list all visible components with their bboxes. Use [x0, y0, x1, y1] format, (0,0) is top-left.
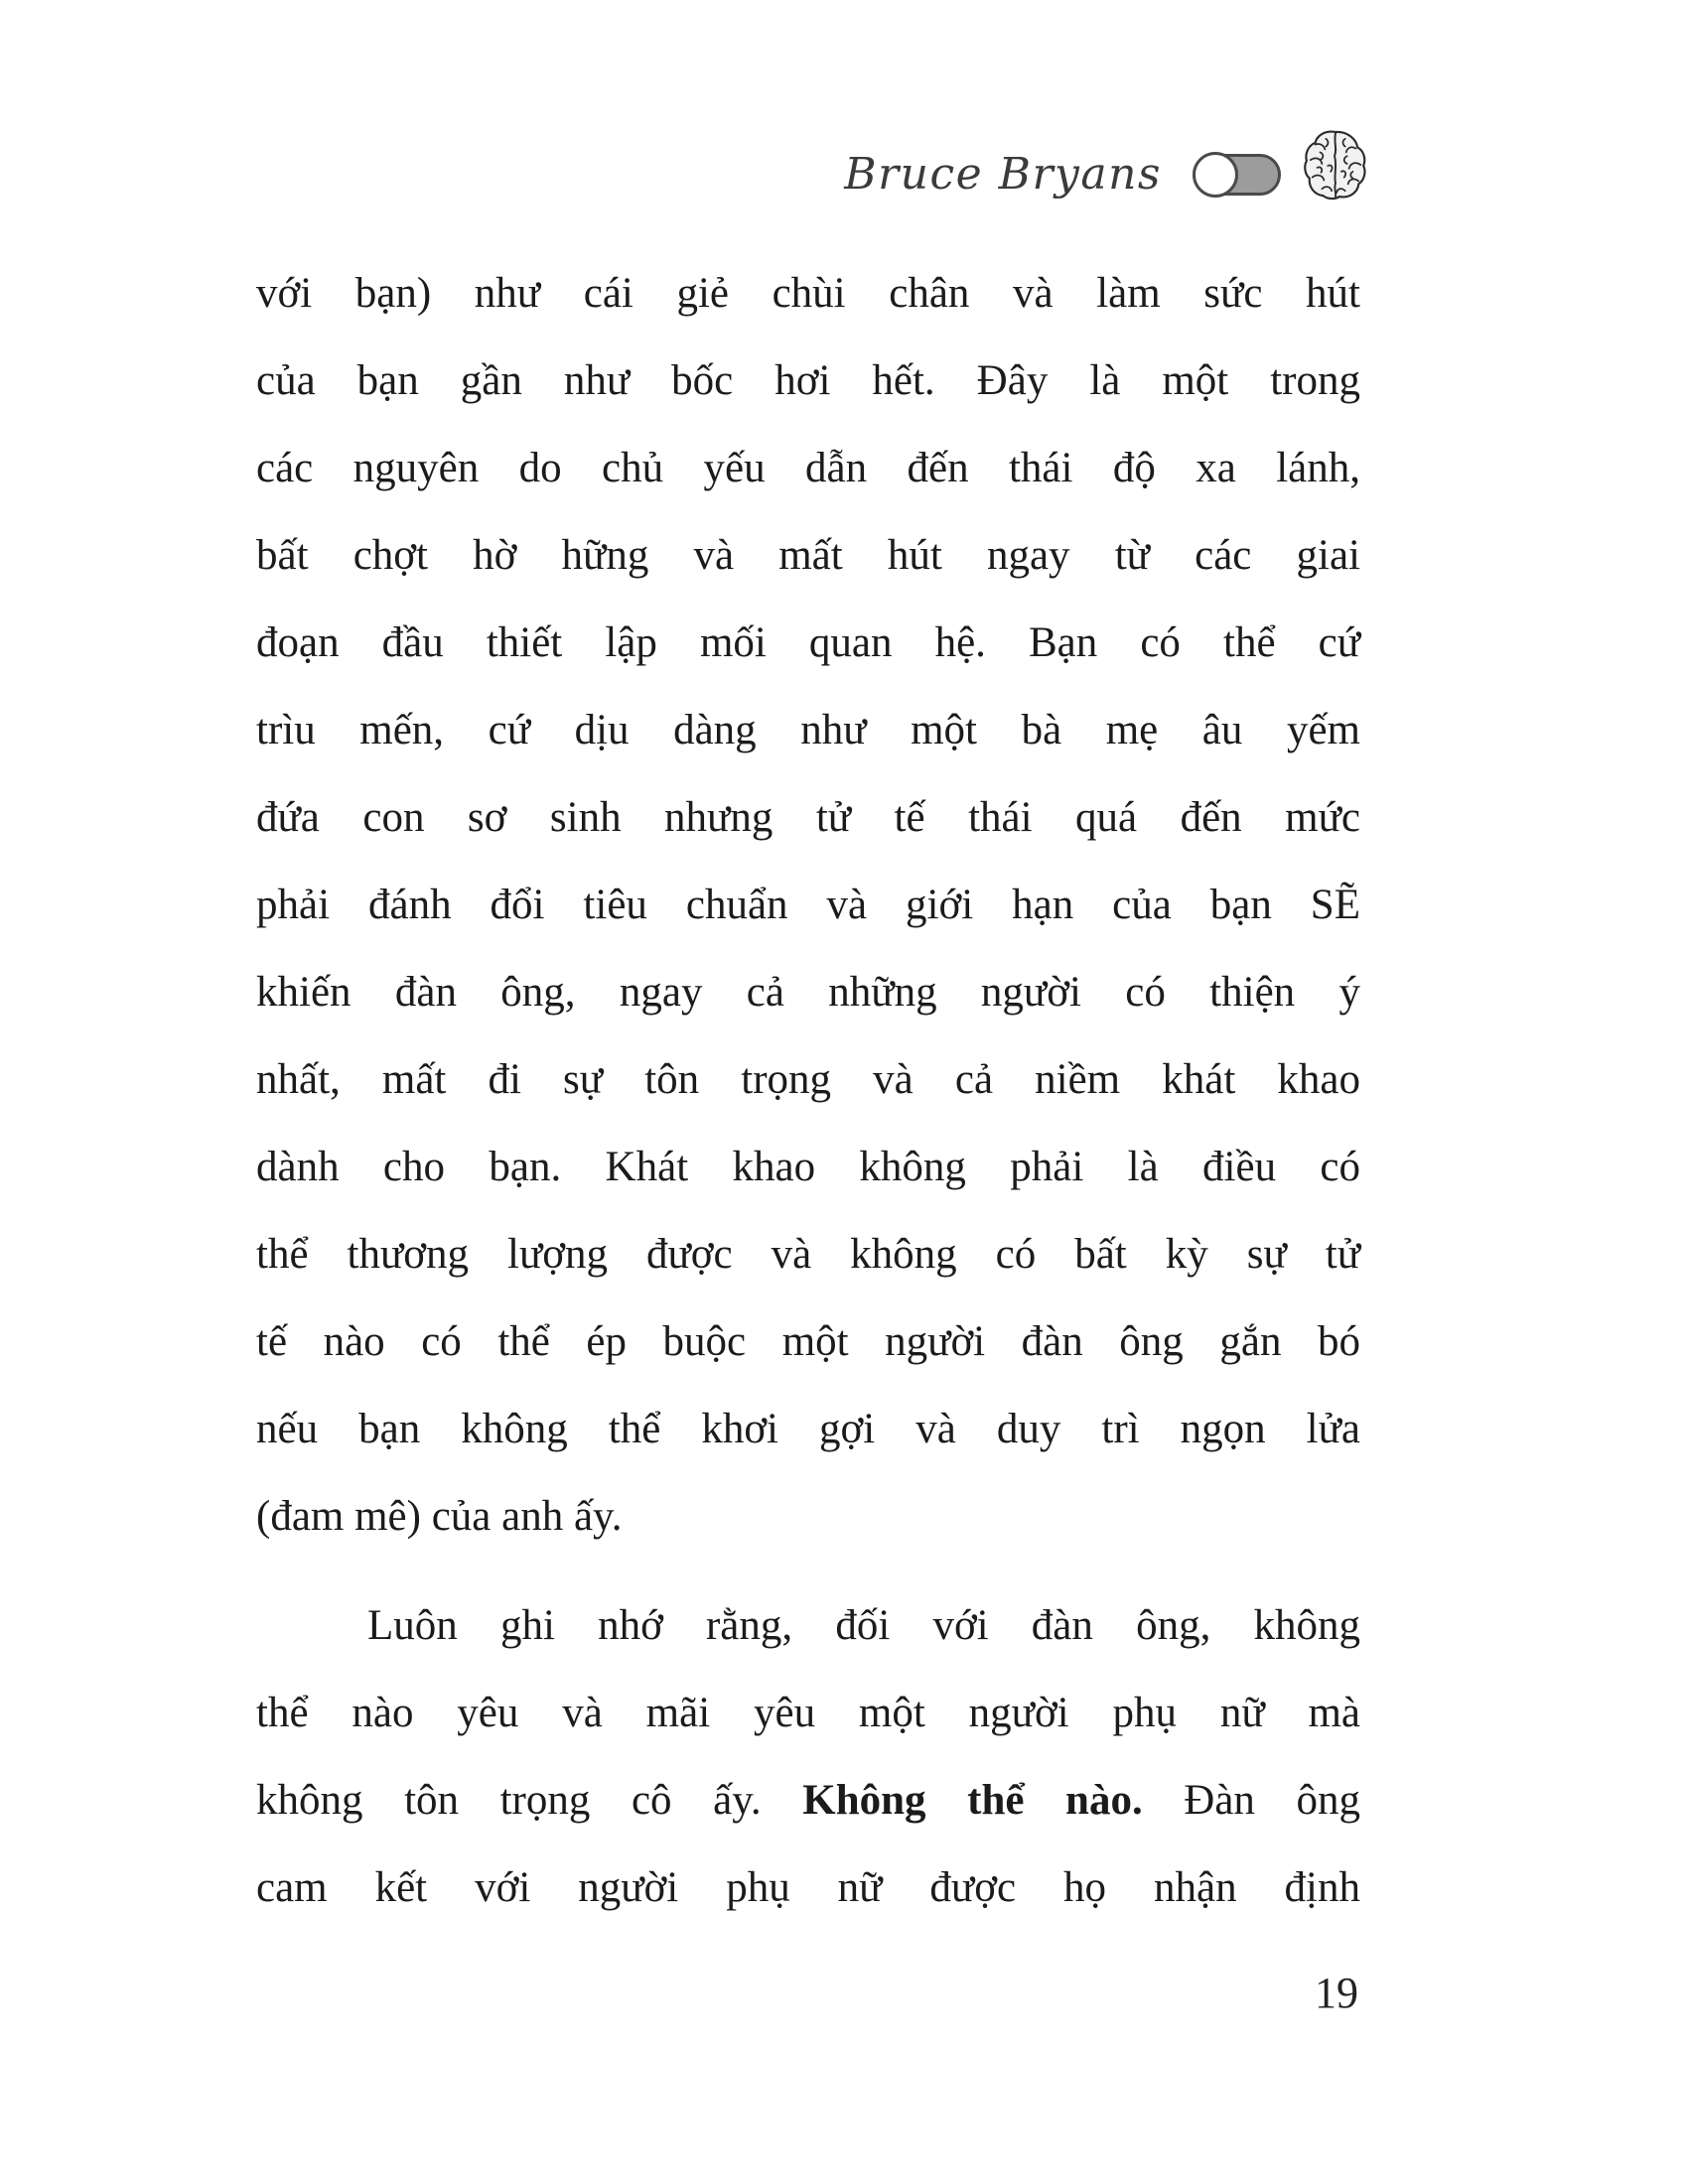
bold-text-segment: Không thể nào. — [802, 1777, 1143, 1824]
text-segment: Đàn ông — [1142, 1777, 1361, 1824]
toggle-icon — [1194, 154, 1281, 196]
text-segment: (đam mê) của anh ấy. — [256, 1493, 623, 1540]
text-line — [256, 774, 1360, 862]
text-line — [256, 1582, 1360, 1670]
text-segment: tế nào có thể ép buộc một người đàn ông gắn bó — [256, 1318, 1360, 1365]
text-block — [256, 250, 1360, 1932]
text-line — [256, 1844, 1360, 1932]
text-segment: phải đánh đổi tiêu chuẩn và giới hạn của bạn SẼ — [256, 882, 1360, 928]
paragraph — [256, 1582, 1360, 1932]
paragraph — [256, 250, 1360, 1561]
text-line — [256, 1473, 1360, 1561]
page-header — [844, 127, 1368, 206]
text-line — [256, 1036, 1360, 1124]
text-line — [256, 600, 1360, 687]
text-line — [256, 862, 1360, 949]
text-line — [256, 425, 1360, 512]
toggle-knob — [1193, 152, 1238, 198]
text-segment: các nguyên do chủ yếu dẫn đến thái độ xa lánh, — [256, 445, 1360, 491]
author-name: Bruce Bryans — [844, 148, 1162, 200]
text-segment: nếu bạn không thể khơi gợi và duy trì ngọn lửa — [256, 1406, 1360, 1452]
text-segment: dành cho bạn. Khát khao không phải là điều có — [256, 1144, 1360, 1190]
text-line — [256, 1211, 1360, 1298]
brain-icon — [1303, 129, 1368, 201]
text-line — [256, 250, 1360, 338]
text-line — [256, 512, 1360, 600]
text-segment: đứa con sơ sinh nhưng tử tế thái quá đến mức — [256, 794, 1360, 841]
text-segment: thể nào yêu và mãi yêu một người phụ nữ mà — [256, 1690, 1360, 1736]
text-segment: với bạn) như cái giẻ chùi chân và làm sức hút — [256, 270, 1360, 317]
text-segment: đoạn đầu thiết lập mối quan hệ. Bạn có thể cứ — [256, 619, 1360, 666]
text-segment: khiến đàn ông, ngay cả những người có thiện ý — [256, 969, 1360, 1016]
text-segment: cam kết với người phụ nữ được họ nhận định — [256, 1864, 1360, 1911]
text-segment: không tôn trọng cô ấy. — [256, 1777, 803, 1824]
text-line — [256, 1670, 1360, 1757]
text-segment: Luôn ghi nhớ rằng, đối với đàn ông, không — [367, 1602, 1360, 1649]
page-number: 19 — [1315, 1969, 1358, 2017]
text-line — [256, 1386, 1360, 1473]
text-segment: trìu mến, cứ dịu dàng như một bà mẹ âu yếm — [256, 707, 1360, 753]
text-line — [256, 338, 1360, 425]
text-line — [256, 1124, 1360, 1211]
text-line — [256, 1757, 1360, 1844]
text-line — [256, 949, 1360, 1036]
text-segment: bất chợt hờ hững và mất hút ngay từ các giai — [256, 532, 1360, 579]
text-line — [256, 687, 1360, 774]
text-segment: thể thương lượng được và không có bất kỳ sự tử — [256, 1231, 1360, 1278]
text-segment: nhất, mất đi sự tôn trọng và cả niềm khát khao — [256, 1056, 1360, 1103]
text-line — [256, 1298, 1360, 1386]
text-segment: của bạn gần như bốc hơi hết. Đây là một trong — [256, 357, 1360, 404]
